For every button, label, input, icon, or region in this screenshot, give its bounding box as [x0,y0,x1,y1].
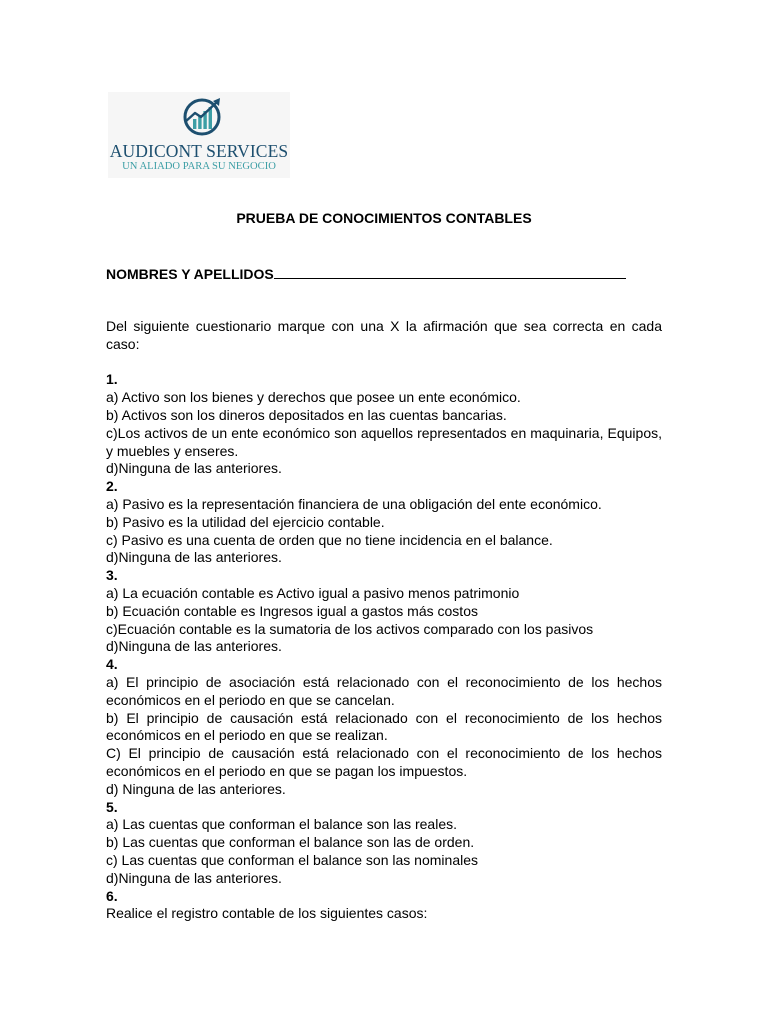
question-option: b) Pasivo es la utilidad del ejercicio contable. [106,513,385,530]
question-option: a) La ecuación contable es Activo igual a pasivo menos patrimonio [106,584,520,601]
question-option: c)Los activos de un ente económico son aquellos representados en maquinaria, Equipos, y muebles y enseres. [106,424,662,459]
question-option: d)Ninguna de las anteriores. [106,869,282,886]
document-title: PRUEBA DE CONOCIMIENTOS CONTABLES [236,210,532,226]
question-4 [106,656,662,798]
question-6 [106,888,662,924]
instructions: Del siguiente cuestionario marque con una X la afirmación que sea correcta en cada caso: [106,318,662,352]
question-option: a) Activo son los bienes y derechos que posee un ente económico. [106,389,521,406]
logo-company-name: AUDICONT SERVICES [109,141,289,161]
question-number: 2. [106,478,118,495]
question-2 [106,478,662,567]
question-number: 4. [106,656,118,673]
question-option: a) Pasivo es la representación financiera de una obligación del ente económico. [106,495,602,512]
question-option: b) El principio de causación está relacionado con el reconocimiento de los hechos económicos en el periodo en que se realizan. [106,709,662,744]
question-option: d) Ninguna de las anteriores. [106,780,286,797]
question-option: c) Las cuentas que conforman el balance son las nominales [106,851,478,868]
question-number: 5. [106,798,118,815]
question-option: d)Ninguna de las anteriores. [106,460,282,477]
logo-tagline: UN ALIADO PARA SU NEGOCIO [122,161,276,172]
question-option: a) El principio de asociación está relacionado con el reconocimiento de los hechos económicos en el periodo en que se cancelan. [106,673,662,708]
name-blank-line [274,265,626,279]
name-field-label: NOMBRES Y APELLIDOS [106,266,274,282]
growth-chart-logo-icon [180,96,224,136]
question-option: b) Ecuación contable es Ingresos igual a gastos más costos [106,602,478,619]
question-option: c)Ecuación contable es la sumatoria de los activos comparado con los pasivos [106,620,594,637]
company-logo [108,92,290,178]
question-option: d)Ninguna de las anteriores. [106,638,282,655]
question-option: c) Pasivo es una cuenta de orden que no tiene incidencia en el balance. [106,531,553,548]
question-option: d)Ninguna de las anteriores. [106,549,282,566]
question-option: C) El principio de causación está relacionado con el reconocimiento de los hechos económicos en el periodo en que se pagan los impuestos. [106,745,662,779]
question-prompt: Realice el registro contable de los siguientes casos: [106,905,428,922]
question-number: 6. [106,887,118,904]
question-option: a) Las cuentas que conforman el balance son las reales. [106,816,457,833]
question-option: b) Activos son los dineros depositados en las cuentas bancarias. [106,406,507,423]
question-3 [106,567,662,656]
question-number: 1. [106,371,118,388]
question-option: b) Las cuentas que conforman el balance son las de orden. [106,834,475,851]
name-field [106,265,626,282]
question-number: 3. [106,567,118,584]
questionnaire [106,318,662,923]
question-5 [106,799,662,888]
question-1 [106,371,662,478]
